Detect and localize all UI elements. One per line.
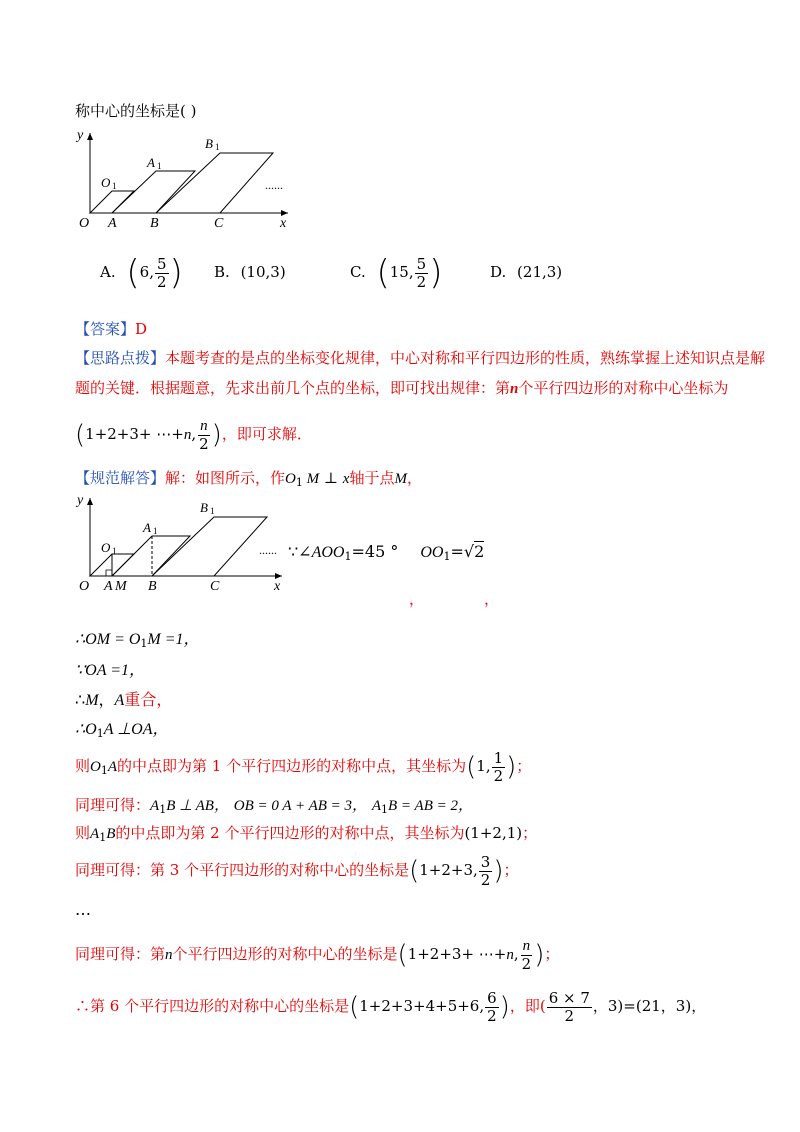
hint-formula-n: n xyxy=(183,427,192,443)
l6-ab: B = AB = 2， xyxy=(388,798,473,814)
l10-num: 6 xyxy=(487,988,497,1007)
label-B1-sub-2: 1 xyxy=(210,506,215,516)
comma-1: ， xyxy=(409,590,425,608)
label-C: C xyxy=(214,216,224,231)
l9-value: 1+2+3+ ⋯+ xyxy=(407,945,507,963)
l5-den: 2 xyxy=(493,766,504,785)
label-O: O xyxy=(79,216,90,231)
hint-text-2a: 题的关键．根据题意，先求出前几个点的坐标，即可找出规律：第 xyxy=(75,379,511,397)
figure2-ellipsis: ...... xyxy=(259,543,277,557)
option-d xyxy=(490,252,562,292)
because-angle-line: $\because\angle AOO_1=45$ ° $OO_1=√2$ xyxy=(288,542,485,563)
label-M-2: M xyxy=(115,579,127,594)
solution-comma: ， xyxy=(406,469,422,487)
line-5: 则$O_1A$的中点即为第 1 个平行四边形的对称中点，其坐标为(1, $\frac{1}{2}$ )； xyxy=(75,748,532,785)
label-O1: O xyxy=(101,175,111,190)
line-7: 则$A_1B$的中点即为第 2 个平行四边形的对称中点，其坐标为(1+2,1)； xyxy=(75,824,538,844)
option-b-label: B. xyxy=(214,263,230,281)
label-B1-sub: 1 xyxy=(215,142,220,152)
label-A: A xyxy=(108,216,117,231)
hint-formula-sum: 1+2+3+ ⋯+ xyxy=(85,425,184,443)
l10-num2: 6 × 7 xyxy=(548,988,590,1007)
l10-text: ∴第 6 个平行四边形的对称中心的坐标是 xyxy=(75,997,350,1015)
hint-formula: (1+2+3+ ⋯+n, $\frac{n}{2}$ )，即可求解． xyxy=(75,417,312,453)
option-a-x: 6 xyxy=(139,263,150,281)
y-label: y xyxy=(77,128,84,143)
option-a-num: 5 xyxy=(156,254,167,273)
l5-one: 1, xyxy=(476,757,491,775)
l8-tail: ； xyxy=(503,861,519,879)
label-O-2: O xyxy=(79,579,90,594)
step3-comma: ， xyxy=(98,690,115,709)
hint-n: n xyxy=(510,381,519,397)
sqrt-value: 2 xyxy=(474,542,485,561)
parallelogram-3-b xyxy=(152,517,267,576)
x-label: x xyxy=(280,216,287,231)
step-1: ∴OM = $O_1M =1$， xyxy=(75,631,200,650)
hint-line-2 xyxy=(75,377,728,398)
step4-b: A ⊥OA， xyxy=(103,721,169,738)
because1-prefix: ∵∠ xyxy=(288,542,312,561)
hint-frac-den: 2 xyxy=(199,434,209,453)
step3-coincide: 重合， xyxy=(124,690,173,709)
option-c: C. (15, $\frac{5}{2}$ ) xyxy=(350,253,443,293)
label-O1-2: O xyxy=(101,540,111,555)
x-label-2: x xyxy=(274,579,281,594)
option-a-den: 2 xyxy=(156,272,167,291)
option-a: A. (6, $\frac{5}{2}$ ) xyxy=(100,253,183,293)
label-A1-2: A xyxy=(143,520,151,535)
label-B1: B xyxy=(205,136,213,151)
step-3: ∴M，A重合， xyxy=(75,690,173,709)
l5-num: 1 xyxy=(493,748,504,767)
solution-tag: 【规范解答】 xyxy=(75,469,166,487)
l8-value: 1+2+3, xyxy=(419,861,478,879)
line-10: ∴第 6 个平行四边形的对称中心的坐标是(1+2+3+4+5+6, $\frac{6}{2}$ )，即( $\frac{6 \times 7}{2}$ ，3)=(21，3)， xyxy=(75,988,707,1025)
solution-M: M xyxy=(394,471,407,487)
l10-value: 1+2+3+4+5+6, xyxy=(359,997,485,1015)
step3-therefore: ∴ xyxy=(75,690,86,709)
l8-text: 同理可得：第 3 个平行四边形的对称中心的坐标是 xyxy=(75,861,410,879)
label-A-2: A xyxy=(104,579,113,594)
step1-a: ∴OM = O xyxy=(75,631,141,648)
because1-angle: =45 ° xyxy=(351,542,399,561)
step-4: $\therefore O_1A$ ⊥OA， xyxy=(75,721,169,740)
hint-tail: ，即可求解． xyxy=(221,425,312,443)
answer-value: D xyxy=(135,320,148,338)
step1-b: M =1， xyxy=(147,631,200,648)
parallelogram-2-b xyxy=(112,536,190,576)
label-A1-sub-2: 1 xyxy=(153,526,158,536)
l8-num: 3 xyxy=(480,852,491,871)
l9-num: n xyxy=(522,937,531,954)
option-c-label: C. xyxy=(350,263,366,281)
l5-tail: ； xyxy=(516,757,532,775)
l7-tail: ； xyxy=(522,824,538,842)
l9-text: 个平行四边形的对称中心的坐标是 xyxy=(172,945,398,963)
l6-prefix: 同理可得： xyxy=(75,796,151,814)
l9-prefix: 同理可得：第 xyxy=(75,945,166,963)
label-C-2: C xyxy=(210,579,220,594)
solution-x: x xyxy=(342,471,350,487)
parallelogram-2 xyxy=(112,171,195,213)
option-c-den: 2 xyxy=(416,272,427,291)
option-d-label: D. xyxy=(490,263,507,281)
figure-ellipsis: ...... xyxy=(265,178,283,192)
line-8: 同理可得：第 3 个平行四边形的对称中心的坐标是(1+2+3, $\frac{3}{2}$ )； xyxy=(75,852,519,889)
l10-mid: ，即( xyxy=(509,997,546,1015)
l6-perp: B ⊥ AB， xyxy=(166,798,229,814)
l9-n: n xyxy=(165,947,173,963)
parallelogram-1 xyxy=(90,191,134,213)
answer-line xyxy=(75,318,147,339)
l5-text: 的中点即为第 1 个平行四边形的对称中点，其坐标为 xyxy=(117,757,467,775)
l6-ob: OB = 0 A + AB = 3， xyxy=(233,798,368,814)
option-a-label: A. xyxy=(100,263,116,281)
l5-prefix: 则 xyxy=(75,757,91,775)
hint-line-1 xyxy=(75,347,765,368)
option-b-value: (10,3) xyxy=(240,263,286,281)
figure-parallelograms xyxy=(70,125,300,235)
right-angle-mark xyxy=(106,570,112,576)
l9-tail: ； xyxy=(544,945,560,963)
ellipsis: … xyxy=(75,900,91,919)
l10-den: 2 xyxy=(487,1006,497,1025)
y-label-2: y xyxy=(77,493,84,508)
solution-intro-text: 解：如图所示，作 xyxy=(165,469,286,487)
hint-text-1: 本题考查的是点的坐标变化规律，中心对称和平行四边形的性质，熟练掌握上述知识点是解 xyxy=(165,349,766,367)
hint-frac-num: n xyxy=(200,417,208,434)
answer-tag: 【答案】 xyxy=(75,320,136,338)
option-c-x: 15 xyxy=(389,263,409,281)
comma-2: ， xyxy=(484,590,500,608)
label-B-2: B xyxy=(148,579,157,594)
label-O1-sub-2: 1 xyxy=(112,546,117,556)
l7-text: 的中点即为第 2 个平行四边形的对称中点，其坐标为 xyxy=(115,824,465,842)
step3-M: M xyxy=(85,692,99,709)
l10-end: ，3)=(21，3)， xyxy=(592,997,707,1015)
parallelogram-3 xyxy=(156,153,273,213)
perp-symbol: ⊥ xyxy=(319,469,343,487)
solution-intro: 【规范解答】解：如图所示，作$O_1$ M ⊥ x轴于点M， xyxy=(75,469,422,489)
l8-den: 2 xyxy=(480,870,491,889)
l7-prefix: 则 xyxy=(75,824,91,842)
option-d-value: (21,3) xyxy=(517,263,563,281)
label-B: B xyxy=(150,216,159,231)
l9-den: 2 xyxy=(521,954,532,973)
l10-den2: 2 xyxy=(564,1006,575,1025)
line-6: 同理可得：$A_1B$ ⊥ AB， OB = 0 A + AB = 3， $A_1B$ = AB = 2， xyxy=(75,796,473,816)
label-A1-sub: 1 xyxy=(157,161,162,171)
hint-text-2b: 个平行四边形的对称中心坐标为 xyxy=(518,379,729,397)
line-9: 同理可得：第n个平行四边形的对称中心的坐标是(1+2+3+ ⋯+n, $\frac{n}{2}$ )； xyxy=(75,937,560,973)
figure-solution xyxy=(70,492,292,597)
hint-tag: 【思路点拨】 xyxy=(75,349,166,367)
oo1-eq: = xyxy=(450,542,464,561)
label-A1: A xyxy=(147,155,155,170)
solution-intro-tail: 轴于点 xyxy=(349,469,395,487)
question-stem: 称中心的坐标是( ) xyxy=(75,102,197,120)
option-c-num: 5 xyxy=(416,254,427,273)
step-2: ∵OA =1， xyxy=(75,662,146,679)
option-b xyxy=(214,252,286,292)
label-O1-sub: 1 xyxy=(112,181,117,191)
l7-value: (1+2,1) xyxy=(464,824,523,842)
label-B1-2: B xyxy=(200,500,208,515)
step4-a: ∴O xyxy=(75,721,97,738)
